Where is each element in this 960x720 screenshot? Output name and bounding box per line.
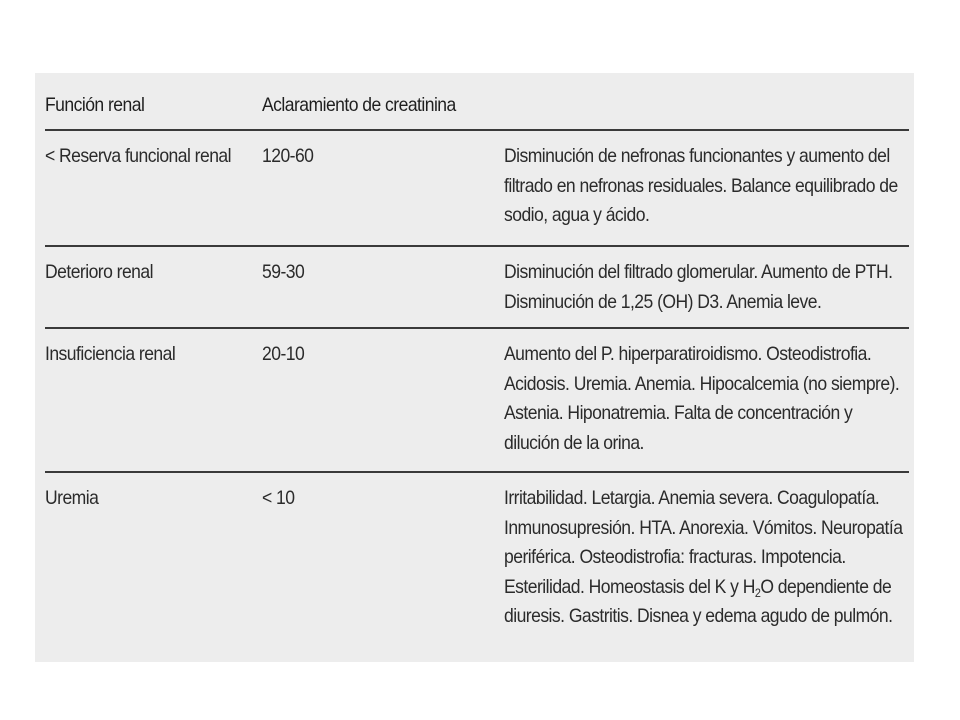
formula-tail: O dependiente de [760, 575, 892, 598]
formula-lead: Esterilidad. Homeostasis del K y H [504, 575, 755, 598]
description-line: Astenia. Hiponatremia. Falta de concentración y [504, 402, 853, 424]
row-funcion: < Reserva funcional renal [45, 145, 232, 167]
table-row [45, 473, 909, 662]
description-line: Disminución de 1,25 (OH) D3. Anemia leve. [504, 290, 822, 313]
row-aclaramiento: 59-30 [262, 261, 305, 283]
description-line: diuresis. Gastritis. Disnea y edema agudo de pulmón. [504, 605, 893, 627]
description-line: Irritabilidad. Letargia. Anemia severa. Coagulopatía. [504, 487, 880, 509]
description-line: dilución de la orina. [504, 431, 644, 454]
description-line: Disminución del filtrado glomerular. Aumento de PTH. [504, 261, 893, 283]
row-funcion: Uremia [45, 487, 99, 509]
row-funcion: Deterioro renal [45, 261, 153, 283]
description-line-formula [504, 573, 902, 603]
row-funcion: Insuficiencia renal [45, 343, 176, 365]
table-row [45, 329, 909, 473]
description-line: periférica. Osteodistrofia: fracturas. Impotencia. [504, 546, 846, 568]
header-funcion-renal: Función renal [45, 94, 145, 116]
description-line: Acidosis. Uremia. Anemia. Hipocalcemia (no siempre). [504, 372, 900, 395]
description-line: Inmunosupresión. HTA. Anorexia. Vómitos. Neuropatía [504, 516, 903, 539]
description-line: sodio, agua y ácido. [504, 204, 650, 226]
row-descripcion [504, 340, 899, 458]
description-line: Aumento del P. hiperparatiroidismo. Osteodistrofia. [504, 343, 872, 365]
description-line: Disminución de nefronas funcionantes y aumento del [504, 145, 890, 167]
row-aclaramiento: 20-10 [262, 343, 305, 365]
table-row [45, 247, 909, 329]
renal-function-table [45, 73, 909, 662]
row-aclaramiento: < 10 [262, 487, 295, 509]
header-aclaramiento: Aclaramiento de creatinina [262, 94, 456, 116]
table-row [45, 131, 909, 247]
row-descripcion [504, 142, 898, 231]
row-descripcion [504, 258, 892, 317]
table-panel [35, 73, 914, 662]
formula-subscript: 2 [754, 585, 761, 600]
table-header-row [45, 73, 909, 131]
row-aclaramiento: 120-60 [262, 145, 314, 167]
description-line: filtrado en nefronas residuales. Balance equilibrado de [504, 174, 898, 197]
row-descripcion [504, 484, 902, 632]
